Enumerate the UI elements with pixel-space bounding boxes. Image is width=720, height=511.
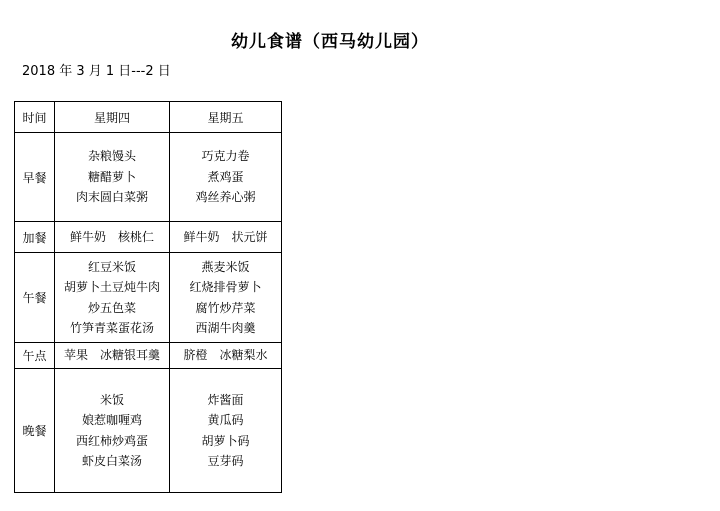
- thursday-cell: [55, 369, 170, 493]
- dish-item: 米饭: [99, 392, 124, 407]
- dish-item: 腐竹炒芹菜: [195, 300, 256, 315]
- meal-label: 晚餐: [15, 369, 55, 493]
- dish-item: 娘惹咖喱鸡: [81, 413, 142, 427]
- dish-item: 鲜牛奶 状元饼: [183, 229, 268, 244]
- page-title: 幼儿食谱（西马幼儿园）: [231, 32, 429, 52]
- dish-item: 巧克力卷: [201, 149, 250, 164]
- thursday-cell: [55, 133, 170, 222]
- meal-label: 午餐: [15, 253, 55, 343]
- dish-item: 豆芽码: [207, 454, 244, 468]
- dish-item: 红烧排骨萝卜: [189, 280, 262, 294]
- dish-item: 脐橙 冰糖梨水: [183, 348, 268, 363]
- table-row-snack: [15, 222, 282, 253]
- dish-item: 虾皮白菜汤: [81, 454, 142, 468]
- dish-item: 竹笋青菜蛋花汤: [69, 321, 154, 335]
- meal-label: 早餐: [15, 133, 55, 222]
- dish-item: 西湖牛肉羹: [195, 321, 256, 335]
- header-thursday: 星期四: [55, 102, 170, 133]
- dish-item: 炒五色菜: [87, 300, 136, 315]
- friday-cell: [170, 222, 282, 253]
- header-time: 时间: [15, 102, 55, 133]
- friday-cell: [170, 253, 282, 343]
- friday-cell: [170, 343, 282, 369]
- thursday-cell: [55, 343, 170, 369]
- friday-cell: [170, 369, 282, 493]
- friday-cell: [170, 133, 282, 222]
- dish-item: 苹果 冰糖银耳羹: [63, 348, 160, 363]
- table-row-afternoon-snack: [15, 343, 282, 369]
- table-row-lunch: [15, 253, 282, 343]
- dish-item: 鸡丝养心粥: [195, 190, 256, 205]
- table-header-row: [15, 102, 282, 133]
- meal-label: 午点: [15, 343, 55, 369]
- dish-item: 胡萝卜码: [201, 433, 250, 448]
- dish-item: 黄瓜码: [207, 413, 244, 427]
- dish-item: 煮鸡蛋: [207, 169, 244, 184]
- dish-item: 燕麦米饭: [201, 259, 250, 274]
- thursday-cell: [55, 222, 170, 253]
- menu-date: 2018 年 3 月 1 日---2 日: [22, 64, 171, 79]
- thursday-cell: [55, 253, 170, 343]
- dish-item: 鲜牛奶 核桃仁: [69, 229, 154, 244]
- header-friday: 星期五: [170, 102, 282, 133]
- dish-item: 杂粮馒头: [87, 149, 136, 164]
- dish-item: 糖醋萝卜: [87, 169, 136, 184]
- table-row-dinner: [15, 369, 282, 493]
- dish-item: 西红柿炒鸡蛋: [75, 433, 148, 448]
- meal-label: 加餐: [15, 222, 55, 253]
- dish-item: 肉末圆白菜粥: [75, 190, 148, 205]
- dish-item: 红豆米饭: [87, 259, 136, 274]
- menu-table: [14, 101, 282, 493]
- table-row-breakfast: [15, 133, 282, 222]
- dish-item: 胡萝卜土豆炖牛肉: [63, 280, 160, 294]
- dish-item: 炸酱面: [207, 392, 244, 407]
